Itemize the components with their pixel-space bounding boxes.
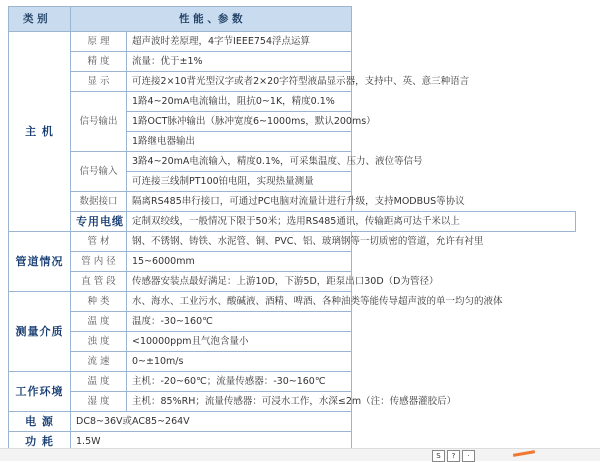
share-icon[interactable]: S: [432, 450, 445, 462]
item-pipe-material: 管 材: [71, 232, 127, 252]
value-power-consumption: 1.5W: [71, 432, 352, 452]
item-principle: 原 理: [71, 32, 127, 52]
spec-row: [9, 92, 576, 112]
category-environment: 工作环境: [9, 372, 71, 412]
value-signal-input-1: 3路4~20mA电流输入，精度0.1%，可采集温度、压力、液位等信号: [127, 152, 352, 172]
value-pipe-straight: 传感器安装点最好满足：上游10D，下游5D，距泵出口30D（D为管径）: [127, 272, 352, 292]
spec-row: [9, 332, 576, 352]
spec-row: [9, 412, 576, 432]
spec-row: [9, 32, 576, 52]
item-accuracy: 精 度: [71, 52, 127, 72]
category-medium: 测量介质: [9, 292, 71, 372]
spec-row: [9, 352, 576, 372]
spec-row: [9, 72, 576, 92]
bottom-toolbar: [0, 448, 600, 461]
category-power-supply: 电 源: [9, 412, 71, 432]
spec-row: [9, 232, 576, 252]
value-cable: 定制双绞线，一般情况下限于50米；选用RS485通讯，传输距离可达千米以上: [127, 212, 576, 232]
value-data-interface: 隔离RS485串行接口，可通过PC电脑对流量计进行升级，支持MODBUS等协议: [127, 192, 352, 212]
item-pipe-diameter: 管 内 径: [71, 252, 127, 272]
spec-row: [9, 192, 576, 212]
value-medium-temperature: 温度：-30~160℃: [127, 312, 352, 332]
spec-table: [8, 6, 576, 452]
item-medium-kind: 种 类: [71, 292, 127, 312]
item-medium-turbidity: 浊 度: [71, 332, 127, 352]
value-env-humidity: 主机：85%RH；流量传感器：可浸水工作，水深≤2m（注：传感器灌胶后）: [127, 392, 352, 412]
category-host: 主 机: [9, 32, 71, 232]
more-icon[interactable]: ·: [462, 450, 475, 462]
spec-row: [9, 312, 576, 332]
value-accuracy: 流量：优于±1%: [127, 52, 352, 72]
spec-row: [9, 52, 576, 72]
value-medium-velocity: 0~±10m/s: [127, 352, 352, 372]
help-icon[interactable]: ?: [447, 450, 460, 462]
value-signal-input-2: 可连接三线制PT100铂电阻，实现热量测量: [127, 172, 352, 192]
item-display: 显 示: [71, 72, 127, 92]
value-medium-turbidity: <10000ppm且气泡含量小: [127, 332, 352, 352]
item-signal-output: 信号输出: [71, 92, 127, 152]
item-env-temperature: 温 度: [71, 372, 127, 392]
value-signal-output-3: 1路继电器输出: [127, 132, 352, 152]
header-performance: 性 能 、参 数: [71, 7, 352, 32]
spec-row: [9, 252, 576, 272]
spec-row: [9, 272, 576, 292]
spec-row: [9, 152, 576, 172]
value-pipe-material: 钢、不锈钢、铸铁、水泥管、铜、PVC、铝、玻璃钢等一切质密的管道，允许有衬里: [127, 232, 352, 252]
item-data-interface: 数据接口: [71, 192, 127, 212]
value-power-supply: DC8~36V或AC85~264V: [71, 412, 352, 432]
item-medium-velocity: 流 速: [71, 352, 127, 372]
category-pipe: 管道情况: [9, 232, 71, 292]
value-signal-output-1: 1路4~20mA电流输出，阻抗0~1K，精度0.1%: [127, 92, 352, 112]
value-principle: 超声波时差原理，4字节IEEE754浮点运算: [127, 32, 352, 52]
item-medium-temperature: 温 度: [71, 312, 127, 332]
header-row: [9, 7, 576, 32]
category-cable: 专用电缆: [71, 212, 127, 232]
spec-row: [9, 292, 576, 312]
value-pipe-diameter: 15~6000mm: [127, 252, 352, 272]
spec-row: [9, 212, 576, 232]
value-env-temperature: 主机：-20~60℃；流量传感器：-30~160℃: [127, 372, 352, 392]
spec-row: [9, 372, 576, 392]
spec-row: [9, 392, 576, 412]
value-signal-output-2: 1路OCT脉冲输出（脉冲宽度6~1000ms，默认200ms）: [127, 112, 352, 132]
item-signal-input: 信号输入: [71, 152, 127, 192]
header-category: 类 别: [9, 7, 71, 32]
category-power-consumption: 功 耗: [9, 432, 71, 452]
item-env-humidity: 湿 度: [71, 392, 127, 412]
value-medium-kind: 水、海水、工业污水、酸碱液、酒精、啤酒、各种油类等能传导超声波的单一均匀的液体: [127, 292, 352, 312]
value-display: 可连接2×10背光型汉字或者2×20字符型液晶显示器，支持中、英、意三种语言: [127, 72, 352, 92]
item-pipe-straight: 直 管 段: [71, 272, 127, 292]
